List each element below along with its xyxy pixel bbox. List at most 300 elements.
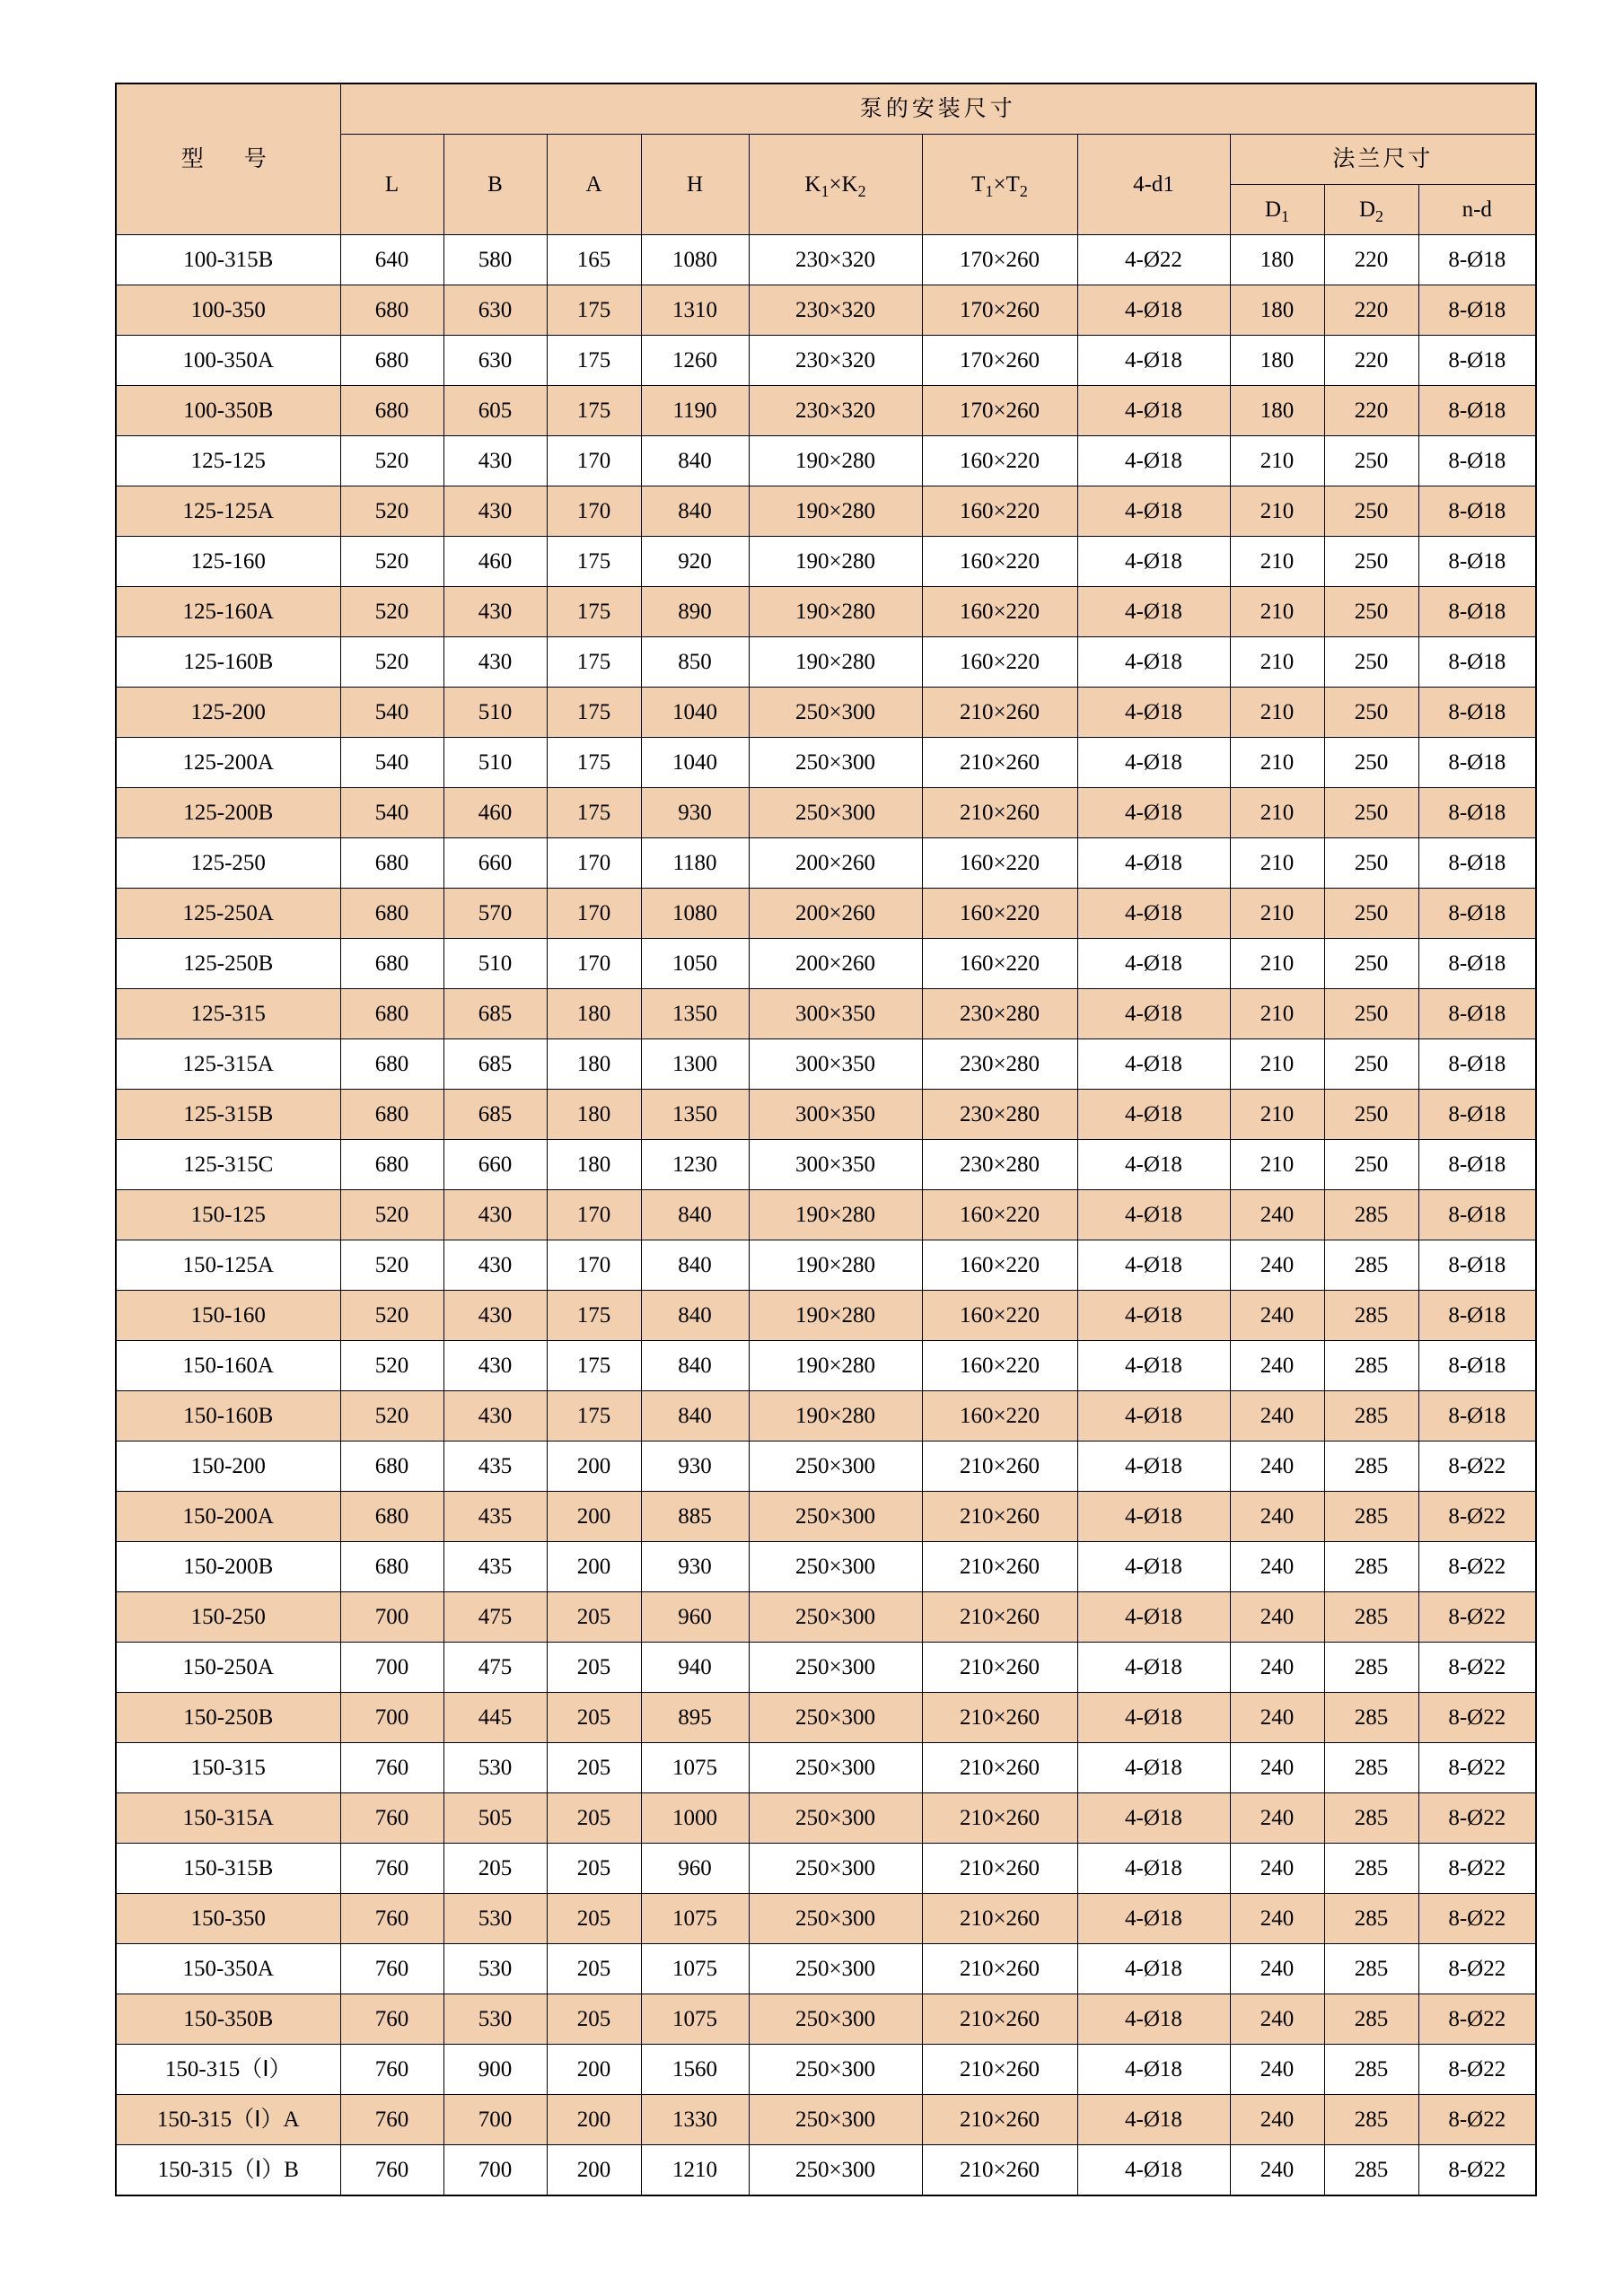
cell-d1: 240 [1230,1944,1324,1994]
header-col-t1t2: $T_1\times T_2$ [922,135,1077,235]
cell-l: 760 [340,1844,443,1894]
cell-t: 160×220 [922,486,1077,537]
cell-t: 210×260 [922,1894,1077,1944]
cell-k: 250×300 [749,788,922,838]
cell-d2: 250 [1324,1090,1418,1140]
cell-d1: 210 [1230,889,1324,939]
cell-t: 210×260 [922,1994,1077,2045]
cell-model: 125-125 [116,436,340,486]
cell-t: 160×220 [922,436,1077,486]
cell-k: 190×280 [749,1341,922,1391]
cell-nd: 8-Ø18 [1418,1190,1536,1240]
cell-b: 430 [443,637,547,688]
cell-nd: 8-Ø22 [1418,1542,1536,1592]
cell-nd: 8-Ø22 [1418,1994,1536,2045]
cell-d2: 285 [1324,1944,1418,1994]
table-row [116,1039,1536,1090]
cell-nd: 8-Ø18 [1418,1391,1536,1442]
cell-k: 200×260 [749,939,922,989]
cell-h: 930 [641,1542,749,1592]
cell-t: 210×260 [922,1442,1077,1492]
table-header [116,83,1536,235]
cell-k: 190×280 [749,537,922,587]
cell-d: 4-Ø18 [1077,889,1230,939]
cell-t: 210×260 [922,1592,1077,1643]
cell-h: 890 [641,587,749,637]
cell-nd: 8-Ø18 [1418,788,1536,838]
cell-nd: 8-Ø22 [1418,1693,1536,1743]
cell-d1: 210 [1230,939,1324,989]
cell-d1: 210 [1230,989,1324,1039]
cell-b: 700 [443,2145,547,2196]
cell-b: 700 [443,2095,547,2145]
cell-nd: 8-Ø22 [1418,1894,1536,1944]
cell-l: 760 [340,1994,443,2045]
cell-a: 170 [547,1190,641,1240]
cell-a: 170 [547,889,641,939]
table-row [116,2045,1536,2095]
cell-model: 125-250A [116,889,340,939]
cell-h: 1040 [641,738,749,788]
cell-t: 210×260 [922,2045,1077,2095]
cell-b: 475 [443,1592,547,1643]
cell-b: 460 [443,537,547,587]
cell-l: 760 [340,2095,443,2145]
table-row [116,838,1536,889]
pump-installation-dimensions-table [115,83,1537,2196]
cell-nd: 8-Ø18 [1418,285,1536,336]
cell-l: 760 [340,1743,443,1793]
cell-d2: 250 [1324,989,1418,1039]
table-row [116,2095,1536,2145]
cell-nd: 8-Ø18 [1418,436,1536,486]
cell-d2: 285 [1324,1793,1418,1844]
cell-d1: 240 [1230,1793,1324,1844]
cell-model: 150-315A [116,1793,340,1844]
cell-nd: 8-Ø18 [1418,1291,1536,1341]
table-row [116,1341,1536,1391]
cell-a: 175 [547,637,641,688]
table-row [116,1190,1536,1240]
cell-l: 760 [340,1894,443,1944]
cell-l: 700 [340,1592,443,1643]
cell-b: 430 [443,436,547,486]
cell-h: 1180 [641,838,749,889]
cell-b: 435 [443,1492,547,1542]
cell-t: 210×260 [922,1844,1077,1894]
cell-l: 680 [340,989,443,1039]
cell-d2: 285 [1324,1391,1418,1442]
cell-model: 100-350B [116,386,340,436]
cell-l: 760 [340,2145,443,2196]
cell-h: 960 [641,1592,749,1643]
cell-k: 190×280 [749,486,922,537]
cell-d2: 285 [1324,1240,1418,1291]
cell-d1: 180 [1230,235,1324,285]
cell-a: 175 [547,537,641,587]
cell-d1: 210 [1230,1090,1324,1140]
cell-b: 205 [443,1844,547,1894]
cell-model: 150-160B [116,1391,340,1442]
cell-d1: 210 [1230,788,1324,838]
cell-model: 100-350 [116,285,340,336]
cell-h: 1300 [641,1039,749,1090]
cell-nd: 8-Ø22 [1418,2095,1536,2145]
cell-d1: 210 [1230,637,1324,688]
cell-t: 160×220 [922,1391,1077,1442]
cell-l: 680 [340,1140,443,1190]
cell-l: 680 [340,1442,443,1492]
cell-d2: 285 [1324,1592,1418,1643]
cell-nd: 8-Ø22 [1418,1592,1536,1643]
table-row [116,889,1536,939]
cell-d1: 240 [1230,1643,1324,1693]
cell-a: 200 [547,1442,641,1492]
cell-d: 4-Ø18 [1077,1643,1230,1693]
cell-model: 150-125 [116,1190,340,1240]
cell-d2: 250 [1324,1140,1418,1190]
cell-b: 685 [443,1090,547,1140]
cell-nd: 8-Ø22 [1418,1442,1536,1492]
cell-a: 205 [547,1994,641,2045]
cell-a: 200 [547,2045,641,2095]
header-col-d1: $D_1$ [1230,185,1324,235]
cell-k: 190×280 [749,587,922,637]
cell-k: 200×260 [749,838,922,889]
cell-a: 170 [547,838,641,889]
cell-b: 435 [443,1442,547,1492]
cell-k: 250×300 [749,2045,922,2095]
cell-k: 250×300 [749,1643,922,1693]
cell-nd: 8-Ø18 [1418,1240,1536,1291]
cell-l: 520 [340,537,443,587]
cell-model: 125-160A [116,587,340,637]
cell-d2: 285 [1324,1994,1418,2045]
table-row [116,1291,1536,1341]
cell-d2: 250 [1324,436,1418,486]
cell-d: 4-Ø18 [1077,1743,1230,1793]
cell-d2: 250 [1324,738,1418,788]
cell-d: 4-Ø18 [1077,1391,1230,1442]
cell-model: 150-125A [116,1240,340,1291]
cell-b: 430 [443,1240,547,1291]
table-row [116,1442,1536,1492]
cell-k: 250×300 [749,1743,922,1793]
table-row [116,1492,1536,1542]
cell-t: 170×260 [922,386,1077,436]
cell-b: 430 [443,486,547,537]
cell-a: 175 [547,285,641,336]
cell-t: 210×260 [922,1643,1077,1693]
cell-nd: 8-Ø18 [1418,537,1536,587]
cell-l: 760 [340,1944,443,1994]
cell-d: 4-Ø18 [1077,688,1230,738]
cell-t: 160×220 [922,587,1077,637]
cell-t: 210×260 [922,738,1077,788]
cell-k: 250×300 [749,1442,922,1492]
cell-nd: 8-Ø22 [1418,1944,1536,1994]
cell-nd: 8-Ø22 [1418,2145,1536,2196]
cell-h: 885 [641,1492,749,1542]
cell-t: 210×260 [922,1693,1077,1743]
cell-nd: 8-Ø18 [1418,1039,1536,1090]
cell-a: 205 [547,1693,641,1743]
cell-l: 680 [340,336,443,386]
cell-d: 4-Ø18 [1077,486,1230,537]
cell-d: 4-Ø18 [1077,1341,1230,1391]
table-row [116,436,1536,486]
cell-model: 150-200B [116,1542,340,1592]
cell-d: 4-Ø18 [1077,1994,1230,2045]
cell-nd: 8-Ø18 [1418,486,1536,537]
cell-d2: 250 [1324,486,1418,537]
table-row [116,688,1536,738]
cell-t: 160×220 [922,537,1077,587]
table-row [116,537,1536,587]
cell-a: 205 [547,1844,641,1894]
cell-t: 160×220 [922,889,1077,939]
cell-a: 170 [547,486,641,537]
cell-d: 4-Ø18 [1077,386,1230,436]
cell-t: 170×260 [922,235,1077,285]
header-col-l: L [340,135,443,235]
cell-d1: 240 [1230,1391,1324,1442]
cell-a: 205 [547,1793,641,1844]
cell-k: 190×280 [749,637,922,688]
cell-d: 4-Ø18 [1077,788,1230,838]
cell-l: 540 [340,688,443,738]
cell-t: 160×220 [922,838,1077,889]
table-row [116,738,1536,788]
cell-nd: 8-Ø18 [1418,637,1536,688]
cell-d1: 210 [1230,738,1324,788]
cell-model: 150-315B [116,1844,340,1894]
table-row [116,235,1536,285]
header-col-h: H [641,135,749,235]
cell-nd: 8-Ø18 [1418,1341,1536,1391]
cell-d1: 210 [1230,486,1324,537]
cell-t: 230×280 [922,1090,1077,1140]
cell-k: 250×300 [749,1542,922,1592]
cell-a: 205 [547,1743,641,1793]
cell-d2: 220 [1324,386,1418,436]
cell-l: 520 [340,587,443,637]
table-row [116,1643,1536,1693]
table-row [116,939,1536,989]
cell-b: 630 [443,285,547,336]
cell-model: 150-160 [116,1291,340,1341]
cell-b: 430 [443,1341,547,1391]
cell-b: 430 [443,1391,547,1442]
cell-t: 160×220 [922,939,1077,989]
cell-b: 570 [443,889,547,939]
cell-nd: 8-Ø22 [1418,1743,1536,1793]
cell-d2: 220 [1324,336,1418,386]
cell-d2: 220 [1324,235,1418,285]
cell-d2: 250 [1324,939,1418,989]
cell-h: 895 [641,1693,749,1743]
cell-d1: 240 [1230,2145,1324,2196]
cell-t: 210×260 [922,1743,1077,1793]
cell-k: 300×350 [749,989,922,1039]
cell-t: 160×220 [922,1190,1077,1240]
cell-d: 4-Ø18 [1077,838,1230,889]
cell-d1: 240 [1230,1240,1324,1291]
cell-d: 4-Ø18 [1077,1039,1230,1090]
cell-model: 125-200A [116,738,340,788]
cell-d1: 180 [1230,386,1324,436]
cell-t: 210×260 [922,2145,1077,2196]
table-row [116,1844,1536,1894]
cell-d: 4-Ø18 [1077,1291,1230,1341]
table-row [116,1240,1536,1291]
cell-k: 190×280 [749,1240,922,1291]
table-row [116,1592,1536,1643]
header-flange-dimensions: 法兰尺寸 [1230,135,1536,185]
cell-a: 175 [547,587,641,637]
cell-d1: 240 [1230,1743,1324,1793]
cell-h: 1075 [641,1743,749,1793]
cell-b: 685 [443,989,547,1039]
cell-h: 940 [641,1643,749,1693]
cell-d: 4-Ø18 [1077,285,1230,336]
cell-l: 760 [340,1793,443,1844]
cell-a: 200 [547,1492,641,1542]
cell-b: 435 [443,1542,547,1592]
cell-model: 150-315（Ⅰ）B [116,2145,340,2196]
cell-h: 1075 [641,1994,749,2045]
cell-h: 1310 [641,285,749,336]
cell-d1: 240 [1230,1190,1324,1240]
cell-b: 475 [443,1643,547,1693]
cell-model: 150-160A [116,1341,340,1391]
cell-d1: 240 [1230,1291,1324,1341]
table-row [116,587,1536,637]
cell-h: 930 [641,1442,749,1492]
cell-b: 660 [443,1140,547,1190]
cell-d2: 250 [1324,537,1418,587]
cell-d1: 240 [1230,1592,1324,1643]
cell-t: 210×260 [922,1542,1077,1592]
cell-k: 250×300 [749,1994,922,2045]
cell-k: 250×300 [749,738,922,788]
cell-model: 150-250A [116,1643,340,1693]
cell-b: 685 [443,1039,547,1090]
cell-model: 150-350 [116,1894,340,1944]
cell-k: 190×280 [749,436,922,486]
cell-l: 680 [340,889,443,939]
cell-nd: 8-Ø18 [1418,738,1536,788]
cell-h: 1350 [641,989,749,1039]
cell-d1: 240 [1230,1844,1324,1894]
cell-d1: 240 [1230,2045,1324,2095]
cell-a: 175 [547,1291,641,1341]
cell-d2: 220 [1324,285,1418,336]
cell-k: 300×350 [749,1090,922,1140]
cell-d2: 250 [1324,838,1418,889]
cell-model: 150-200 [116,1442,340,1492]
cell-a: 175 [547,336,641,386]
header-col-4d1: 4-d1 [1077,135,1230,235]
cell-l: 520 [340,637,443,688]
cell-b: 430 [443,1291,547,1341]
cell-d1: 210 [1230,436,1324,486]
cell-model: 125-315 [116,989,340,1039]
cell-model: 125-315B [116,1090,340,1140]
cell-a: 205 [547,1592,641,1643]
cell-l: 680 [340,939,443,989]
cell-d: 4-Ø18 [1077,637,1230,688]
cell-k: 300×350 [749,1140,922,1190]
cell-a: 165 [547,235,641,285]
cell-k: 250×300 [749,2145,922,2196]
cell-k: 250×300 [749,1693,922,1743]
cell-h: 1260 [641,336,749,386]
table-row [116,386,1536,436]
header-row-1 [116,83,1536,135]
cell-d1: 180 [1230,285,1324,336]
cell-l: 680 [340,1492,443,1542]
cell-h: 840 [641,436,749,486]
cell-d: 4-Ø18 [1077,1492,1230,1542]
cell-t: 160×220 [922,637,1077,688]
cell-h: 840 [641,1190,749,1240]
header-model: 型 号 [116,83,340,235]
cell-nd: 8-Ø18 [1418,386,1536,436]
cell-t: 210×260 [922,1793,1077,1844]
cell-b: 580 [443,235,547,285]
cell-h: 840 [641,486,749,537]
cell-h: 1000 [641,1793,749,1844]
cell-t: 170×260 [922,285,1077,336]
cell-k: 230×320 [749,386,922,436]
cell-d: 4-Ø18 [1077,1240,1230,1291]
cell-d1: 240 [1230,1542,1324,1592]
cell-d2: 250 [1324,688,1418,738]
cell-a: 170 [547,436,641,486]
cell-l: 700 [340,1643,443,1693]
cell-d1: 210 [1230,537,1324,587]
cell-b: 445 [443,1693,547,1743]
cell-d1: 210 [1230,688,1324,738]
cell-nd: 8-Ø18 [1418,838,1536,889]
cell-d2: 285 [1324,1341,1418,1391]
header-col-k1k2: $K_1\times K_2$ [749,135,922,235]
cell-t: 210×260 [922,1944,1077,1994]
header-col-b: B [443,135,547,235]
cell-d2: 250 [1324,1039,1418,1090]
cell-l: 540 [340,738,443,788]
cell-h: 1230 [641,1140,749,1190]
cell-d: 4-Ø18 [1077,1693,1230,1743]
cell-model: 150-315（Ⅰ） [116,2045,340,2095]
cell-a: 180 [547,1090,641,1140]
cell-nd: 8-Ø18 [1418,1140,1536,1190]
spec-table-page [115,83,1508,2196]
cell-k: 250×300 [749,688,922,738]
cell-h: 850 [641,637,749,688]
cell-d: 4-Ø18 [1077,537,1230,587]
cell-b: 430 [443,1190,547,1240]
header-col-a: A [547,135,641,235]
header-install-dimensions: 泵的安装尺寸 [340,83,1536,135]
cell-model: 125-315A [116,1039,340,1090]
cell-d2: 285 [1324,1643,1418,1693]
cell-t: 160×220 [922,1341,1077,1391]
cell-d1: 240 [1230,1442,1324,1492]
cell-nd: 8-Ø18 [1418,688,1536,738]
cell-nd: 8-Ø18 [1418,989,1536,1039]
